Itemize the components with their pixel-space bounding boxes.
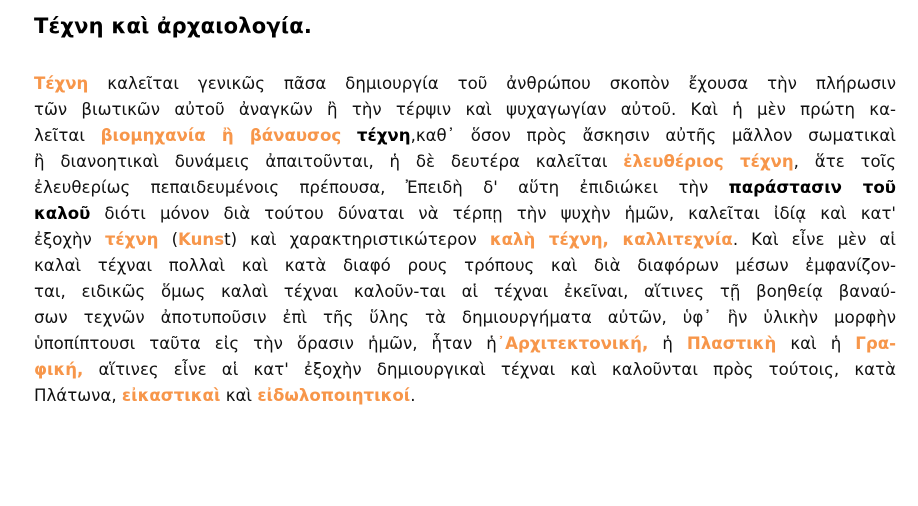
bold-term: τέχνη bbox=[356, 126, 411, 145]
text-run: , ἅτε τοῖς bbox=[793, 152, 896, 171]
text-line bbox=[34, 175, 896, 201]
text-run: ὑποπίπτουσι ταῦτα εἰς τὴν ὅρασιν ἡμῶν, ἧταν ἡ bbox=[34, 334, 497, 353]
highlighted-term: εἰκαστικαὶ bbox=[121, 386, 221, 405]
text-run: ται, ειδικῶς ὅμως καλαὶ τέχναι καλοῦν-ται αἱ τέχναι ἐκεῖναι, αἵτινες τῇ βοηθείᾳ βαναύ- bbox=[34, 282, 896, 301]
text-run: διότι μόνον διὰ τούτου δύναται νὰ τέρπῃ τὴν ψυχὴν ἡμῶν, καλεῖται ἰδίᾳ καὶ κατ' bbox=[90, 204, 896, 223]
text-run: ἡ bbox=[648, 334, 687, 353]
text-run: καὶ ἡ bbox=[776, 334, 856, 353]
highlighted-term: Kuns bbox=[178, 230, 225, 249]
text-run: ( bbox=[158, 230, 179, 249]
text-run: σων τεχνῶν ἀποτυποῦσιν ἐπὶ τῆς ὕλης τὰ δημιουργήματα αὐτῶν, ὑφ᾽ ἣν ὑλικὴν μορφὴν bbox=[34, 308, 896, 327]
highlighted-term: Πλαστικὴ bbox=[686, 334, 777, 353]
text-run: ἐλευθερίως πεπαιδευμένοις πρέπουσα, Ἐπειδὴ δ' αὕτη ἐπιδιώκει τὴν bbox=[34, 178, 729, 197]
highlighted-term: καλὴ τέχνη, καλλιτεχνία bbox=[489, 230, 733, 249]
text-line bbox=[34, 227, 896, 253]
text-run: t) καὶ χαρακτηριστικώτερον bbox=[224, 230, 490, 249]
highlighted-term: τέχνη bbox=[104, 230, 159, 249]
text-line bbox=[34, 305, 896, 331]
text-run: τῶν βιωτικῶν αὐτοῦ ἀναγκῶν ἢ τὴν τέρψιν καὶ ψυχαγωγίαν αὐτοῦ. Καὶ ἡ μὲν πρώτη κα- bbox=[34, 100, 896, 119]
text-line bbox=[34, 357, 896, 383]
text-run: . Καὶ εἶνε μὲν αἱ bbox=[732, 230, 897, 249]
text-run: ἐξοχὴν bbox=[34, 230, 105, 249]
text-line bbox=[34, 383, 896, 409]
text-line bbox=[34, 331, 896, 357]
text-line bbox=[34, 149, 896, 175]
text-line bbox=[34, 253, 896, 279]
article-body bbox=[34, 71, 896, 409]
text-line bbox=[34, 97, 896, 123]
text-line bbox=[34, 123, 896, 149]
text-run: Πλάτωνα, bbox=[34, 386, 122, 405]
highlighted-term: εἰδωλοποιητικοί bbox=[257, 386, 411, 405]
text-line bbox=[34, 71, 896, 97]
highlighted-term: βιομηχανία ἢ βάναυσος bbox=[100, 126, 342, 145]
bold-term: παράστασιν τοῦ bbox=[728, 178, 896, 197]
text-run: ,καθ᾽ ὅσον πρὸς ἄσκησιν αὐτῆς μᾶλλον σωματικαὶ bbox=[410, 126, 896, 145]
text-run: . bbox=[410, 386, 416, 405]
text-line bbox=[34, 279, 896, 305]
page-title: Τέχνη καὶ ἀρχαιολογία. bbox=[34, 14, 313, 38]
text-run bbox=[341, 126, 357, 145]
text-run: καλαὶ τέχναι πολλαὶ καὶ κατὰ διαφό ρους τρόπους καὶ διὰ διαφόρων μέσων ἐμφανίζον- bbox=[34, 256, 896, 275]
bold-term: καλοῦ bbox=[34, 204, 91, 223]
text-line bbox=[34, 201, 896, 227]
text-run: ἢ διανοητικαὶ δυνάμεις ἀπαιτοῦνται, ἡ δὲ δευτέρα καλεῖται bbox=[34, 152, 624, 171]
text-run: καὶ bbox=[220, 386, 258, 405]
highlighted-term: φική, bbox=[34, 360, 84, 379]
text-run: λεῖται bbox=[34, 126, 101, 145]
highlighted-term: ἐλευθέριος τέχνη bbox=[623, 152, 794, 171]
highlighted-term: Γρα- bbox=[855, 334, 896, 353]
text-run: αἵτινες εἶνε αἱ κατ' ἐξοχὴν δημιουργικαὶ τέχναι καὶ καλοῦνται πρὸς τούτοις, κατὰ bbox=[83, 360, 896, 379]
text-run: καλεῖται γενικῶς πᾶσα δημιουργία τοῦ ἀνθρώπου σκοπὸν ἔχουσα τὴν πλήρωσιν bbox=[88, 74, 896, 93]
highlighted-term: ᾽Αρχιτεκτονική, bbox=[496, 334, 649, 353]
highlighted-term: Τέχνη bbox=[34, 74, 89, 93]
